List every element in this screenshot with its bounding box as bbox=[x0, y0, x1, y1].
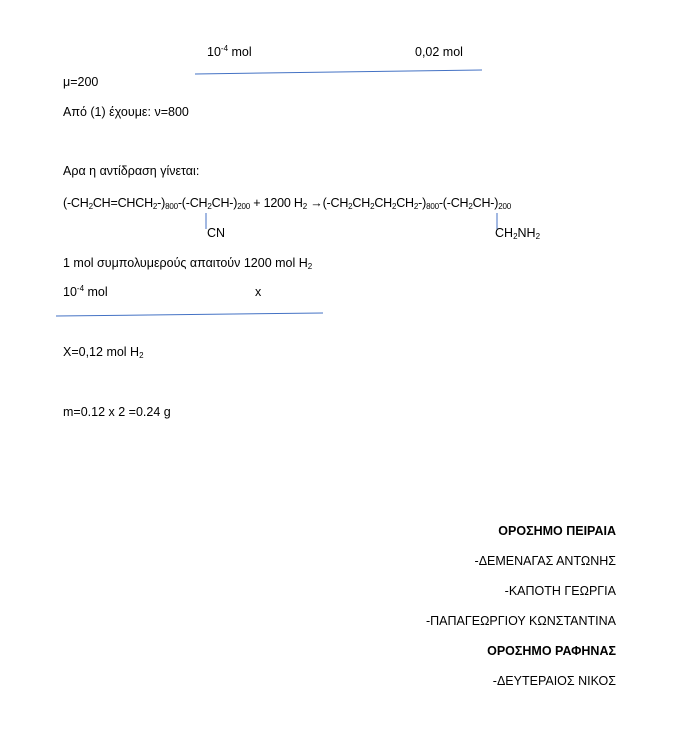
ratio1-right: 0,02 mol bbox=[415, 45, 463, 59]
reaction-arrow: → bbox=[307, 196, 323, 210]
copolymer-line: 1 mol συμπολυμερούς απαιτούν 1200 mol $H_2$ bbox=[63, 256, 313, 271]
signature-name: -ΔΕΥΤΕΡΑΙΟΣ ΝΙΚΟΣ bbox=[492, 674, 616, 688]
substituent-cn: CN bbox=[207, 226, 226, 240]
reaction-intro: Αρα η αντίδραση γίνεται: bbox=[63, 164, 200, 178]
ratio1-rule bbox=[195, 70, 482, 74]
x-result: X=0,12 mol $H_2$ bbox=[63, 345, 144, 360]
group-heading-piraeus: ΟΡΟΣΗΜΟ ΠΕΙΡΑΙΑ bbox=[498, 524, 616, 538]
mu-line: μ=200 bbox=[63, 75, 99, 89]
ratio2-rule bbox=[56, 313, 323, 316]
group-heading-rafina: ΟΡΟΣΗΜΟ ΡΑΦΗΝΑΣ bbox=[487, 644, 616, 658]
signature-name: -ΠΑΠΑΓΕΩΡΓΙΟΥ ΚΩΝΣΤΑΝΤΙΝΑ bbox=[425, 614, 616, 628]
ratio2-right: x bbox=[255, 285, 262, 299]
signature-name: -ΚΑΠΟΤΗ ΓΕΩΡΓΙΑ bbox=[504, 584, 616, 598]
ratio1-left: $10^{-4}$ mol bbox=[207, 44, 252, 59]
substituent-ch2nh2: $CH_2NH_2$ bbox=[495, 226, 541, 241]
mass-result: m=0.12 x 2 =0.24 g bbox=[63, 405, 171, 419]
signature-name: -ΔΕΜΕΝΑΓΑΣ ΑΝΤΩΝΗΣ bbox=[474, 554, 616, 568]
from1-line: Από (1) έχουμε: ν=800 bbox=[63, 105, 189, 119]
reaction-equation: $(-CH_2CH=CHCH_2-)_{800}-(-CH_2CH-)_{200} + 1200$ $H_2 \to(-CH_2CH_2CH_2CH_2-)_{800}-(-CH_2CH-)_{200}$ bbox=[63, 196, 511, 211]
ratio2-left: $10^{-4}$ mol bbox=[63, 284, 108, 299]
